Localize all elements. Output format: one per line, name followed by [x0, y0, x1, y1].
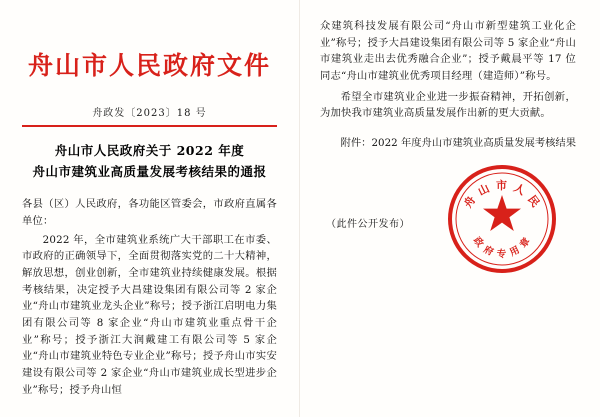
seal-top-text: 舟 山 市 人 民 — [461, 179, 543, 211]
body-paragraph-2: 众建筑科技发展有限公司“舟山市新型建筑工业化企业”称号；授予大昌建设集团有限公司等 5 家企业“舟山市建筑业走出去优秀融合企业”；授予戴晨平等 17 位同志“舟山市建筑业优秀项目经理（建造师）”称号。 — [320, 20, 576, 83]
svg-text:政 府 专 用 章 — [470, 234, 533, 260]
body-paragraph-3: 希望全市建筑业企业进一步振奋精神，开拓创新，为加快我市建筑业高质量发展作出新的更大贡献。 — [320, 90, 576, 120]
page-title — [22, 141, 277, 182]
document-masthead: 舟山市人民政府文件 — [27, 51, 271, 80]
official-seal-icon — [446, 163, 558, 275]
masthead-red-rule — [22, 125, 277, 127]
seal-area — [320, 159, 576, 289]
page-title-line-2: 舟山市建筑业高质量发展考核结果的通报 — [32, 163, 267, 179]
publish-note: （此件公开发布） — [326, 219, 410, 231]
page-title-line-1: 舟山市人民政府关于 2022 年度 — [54, 143, 245, 158]
attachment-line: 附件：2022 年度舟山市建筑业高质量发展考核结果 — [340, 137, 577, 150]
seal-bottom-text: 政 府 专 用 章 — [470, 235, 534, 261]
document-body-left — [22, 196, 277, 398]
body-paragraph-1: 2022 年，全市建筑业系统广大干部职工在市委、市政府的正确领导下，全面贯彻落实党的二十大精神，解放思想，创业创新，全市建筑业持续健康发展。根据考核结果，决定授予大昌建设集团有限公司等 2 家企业“舟山市建筑业龙头企业”称号；授予浙江启明电力集团有限公司等 8 家企业“舟山市建筑业重点骨干企业”称号；授予浙江大润戴建工有限公司等 5 家企业“舟山市建筑业特色专业企业”称号；授予舟山市实安建设有限公司等 2 家企业“舟山市建筑业成长型进步企业”称号；授予舟山恒 — [22, 233, 277, 396]
document-body-right — [320, 18, 576, 122]
document-number: 舟政发〔2023〕18 号 — [92, 108, 207, 119]
document-page-right — [300, 0, 600, 417]
salutation: 各县（区）人民政府，各功能区管委会，市政府直属各单位： — [22, 198, 277, 227]
